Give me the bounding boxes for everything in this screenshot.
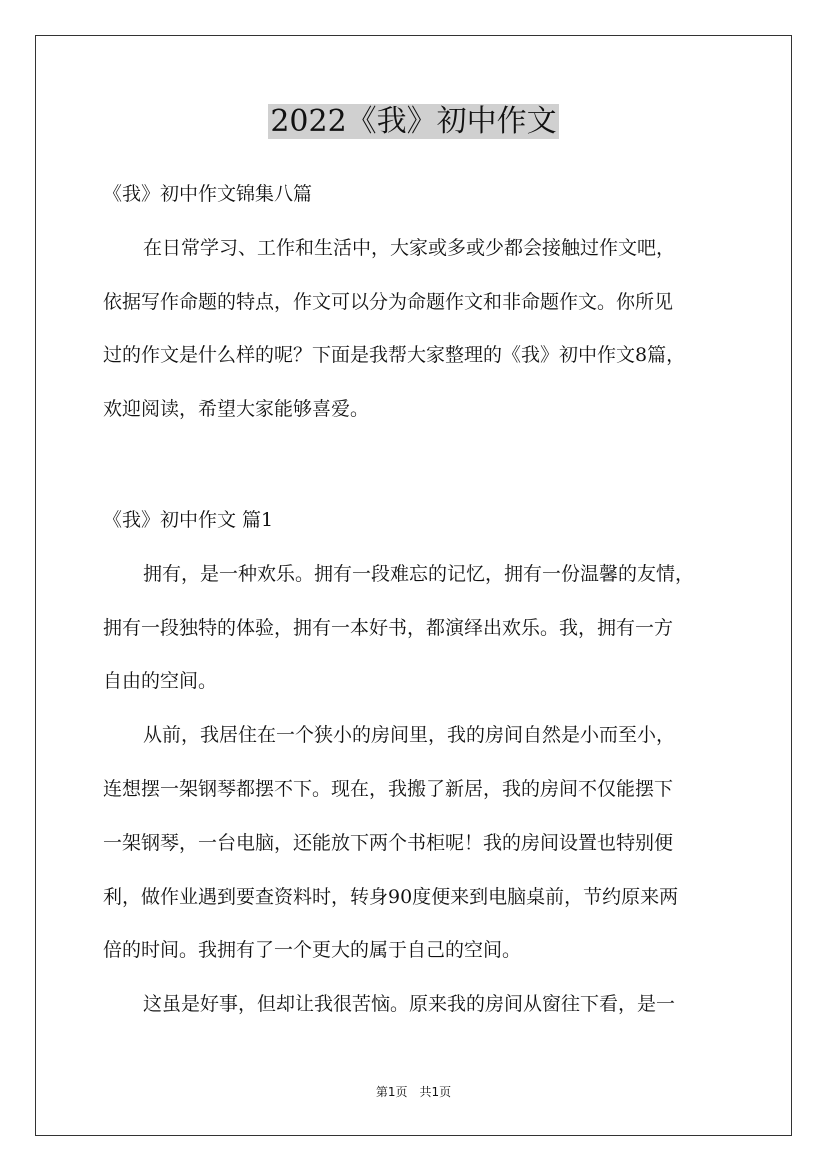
document-title-text: 2022《我》初中作文: [270, 104, 557, 139]
document-subtitle: 《我》初中作文锦集八篇: [103, 183, 313, 205]
para2-line-5: 倍的时间。我拥有了一个更大的属于自己的空间。: [103, 939, 522, 961]
para1-line-2: 拥有一段独特的体验，拥有一本好书，都演绎出欢乐。我，拥有一方: [103, 617, 674, 639]
page-footer: 第1页 共1页: [375, 1085, 452, 1099]
para1-line-1: 拥有，是一种欢乐。拥有一段难忘的记忆，拥有一份温馨的友情，: [143, 563, 695, 585]
section-heading: 《我》初中作文 篇1: [103, 509, 274, 531]
para3-line-1: 这虽是好事，但却让我很苦恼。原来我的房间从窗往下看，是一: [143, 993, 676, 1015]
document-title: [0, 100, 827, 144]
para2-line-1: 从前，我居住在一个狭小的房间里，我的房间自然是小而至小，: [143, 724, 676, 746]
intro-line-1: 在日常学习、工作和生活中，大家或多或少都会接触过作文吧，: [143, 237, 676, 259]
intro-line-3: 过的作文是什么样的呢？下面是我帮大家整理的《我》初中作文8篇，: [103, 344, 686, 366]
para2-line-4: 利，做作业遇到要查资料时，转身90度便来到电脑桌前，节约原来两: [103, 886, 679, 908]
para2-line-2: 连想摆一架钢琴都摆不下。现在，我搬了新居，我的房间不仅能摆下: [103, 778, 674, 800]
para1-line-3: 自由的空间。: [103, 670, 218, 692]
intro-line-4: 欢迎阅读，希望大家能够喜爱。: [103, 398, 370, 420]
para2-line-3: 一架钢琴，一台电脑，还能放下两个书柜呢！我的房间设置也特别便: [103, 832, 674, 854]
intro-line-2: 依据写作命题的特点，作文可以分为命题作文和非命题作文。你所见: [103, 291, 674, 313]
